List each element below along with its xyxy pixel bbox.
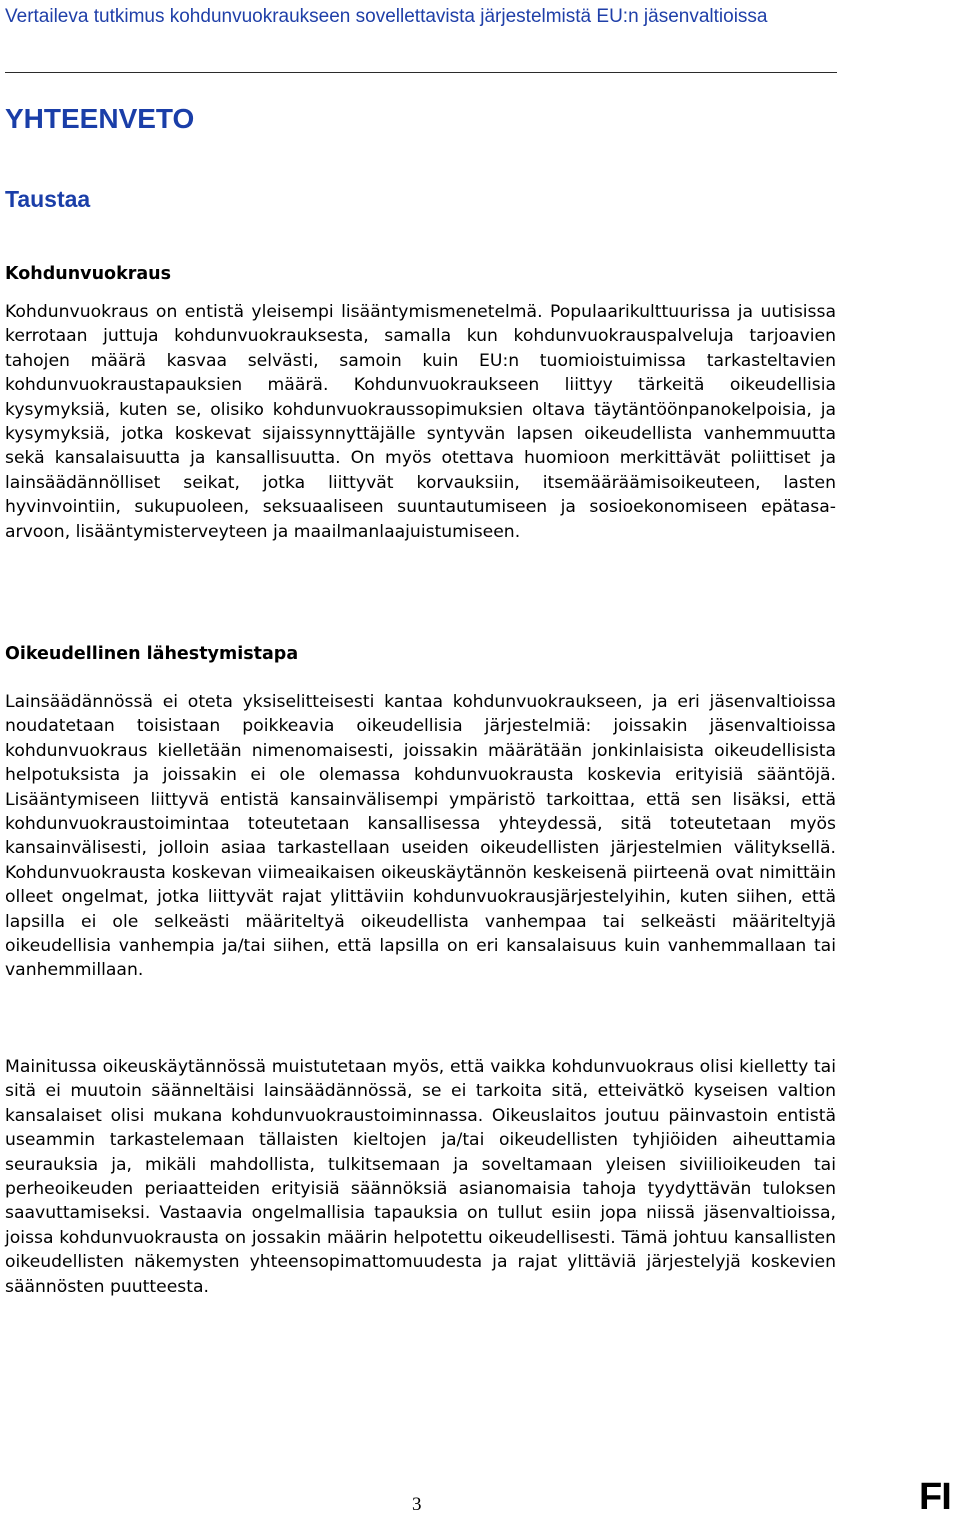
header-rule <box>5 72 837 73</box>
running-header-title: Vertaileva tutkimus kohdunvuokraukseen sovellettavista järjestelmistä EU:n jäsenvaltioissa <box>5 6 768 27</box>
subsection-heading-kohdunvuokraus: Kohdunvuokraus <box>5 264 172 284</box>
subsection-heading-oikeudellinen-lahestymistapa: Oikeudellinen lähestymistapa <box>5 644 299 664</box>
page-number: 3 <box>412 1494 422 1515</box>
body-paragraph: Kohdunvuokraus on entistä yleisempi lisääntymismenetelmä. Populaarikulttuurissa ja uutisissa kerrotaan juttuja kohdunvuokrauksesta, samalla kun kohdunvuokrauspalveluja tarjoavien tahojen määrä kasvaa selvästi, samoin kuin EU:n tuomioistuimissa tarkasteltavien kohdunvuokraustapauksien määrä. Kohdunvuokraukseen liittyy tärkeitä oikeudellisia kysymyksiä, kuten se, olisiko kohdunvuokraussopimuksien oltava täytäntöönpanokelpoisia, ja kysymyksiä, jotka koskevat sijaissynnyttäjälle syntyvän lapsen oikeudellista vanhemmuutta sekä kansalaisuutta ja kansallisuutta. On myös otettava huomioon merkittävät poliittiset ja lainsäädännölliset seikat, jotka liittyvät korvauksiin, itsemääräämisoikeuteen, lasten hyvinvointiin, sukupuoleen, seksuaaliseen suuntautumiseen ja sosioekonomiseen epätasa-arvoon, lisääntymisterveyteen ja maailmanlaajuistumiseen. <box>5 302 836 542</box>
section-title: Taustaa <box>5 186 91 212</box>
body-paragraph: Mainitussa oikeuskäytännössä muistutetaan myös, että vaikka kohdunvuokraus olisi kielletty tai sitä ei muutoin säänneltäisi lainsäädännössä, se ei tarkoita sitä, etteivätkö kyseisen valtion kansalaiset olisi mukana kohdunvuokraustoiminnassa. Oikeuslaitos joutuu päinvastoin entistä useammin tarkastelemaan tällaisten kieltojen ja/tai oikeudellisten tyhjiöiden aiheuttamia seurauksia ja, mikäli mahdollista, tulkitsemaan ja soveltamaan yleisen siviilioikeuden tai perheoikeuden periaatteiden erityisiä säännöksiä asianomaisia tahoja tyydyttävän tuloksen saavuttamiseksi. Vastaavia ongelmallisia tapauksia on tullut esiin jopa niissä jäsenvaltioissa, joissa kohdunvuokrausta on jossakin määrin helpotettu oikeudellisesti. Tämä johtuu kansallisten oikeudellisten näkemysten yhteensopimattomuudesta ja rajat ylittäviä järjestelyjä koskevien säännösten puutteesta. <box>5 1057 836 1297</box>
language-code: FI <box>919 1476 951 1518</box>
body-paragraph: Lainsäädännössä ei oteta yksiselitteisesti kantaa kohdunvuokraukseen, ja eri jäsenvaltioissa noudatetaan toisistaan poikkeavia oikeudellisia järjestelmiä: joissakin jäsenvaltioissa kohdunvuokraus kielletään nimenomaisesti, joissakin määrätään jonkinlaisista oikeudellisista helpotuksista ja joissakin ei ole olemassa kohdunvuokrausta koskevia erityisiä sääntöjä. Lisääntymiseen liittyvä entistä kansainvälisempi ympäristö tarkoittaa, että sen lisäksi, että kohdunvuokraustoimintaa toteutetaan kansallisessa yhteydessä, sitä toteutetaan myös kansainvälisesti, jolloin asiaa tarkastellaan useiden oikeudellisten järjestelmien välityksellä. Kohdunvuokrausta koskevan viimeaikaisen oikeuskäytännön keskeisenä piirteenä ovat nimittäin olleet ongelmat, jotka liittyvät rajat ylittäviin kohdunvuokrausjärjestelyihin, kuten siihen, että lapsilla ei ole selkeästi määriteltyä oikeudellista vanhempaa tai selkeästi määriteltyjä oikeudellisia vanhempia ja/tai siihen, että lapsilla on eri kansalaisuus kuin vanhemmallaan tai vanhemmillaan. <box>5 692 836 981</box>
document-title: YHTEENVETO <box>5 103 195 134</box>
